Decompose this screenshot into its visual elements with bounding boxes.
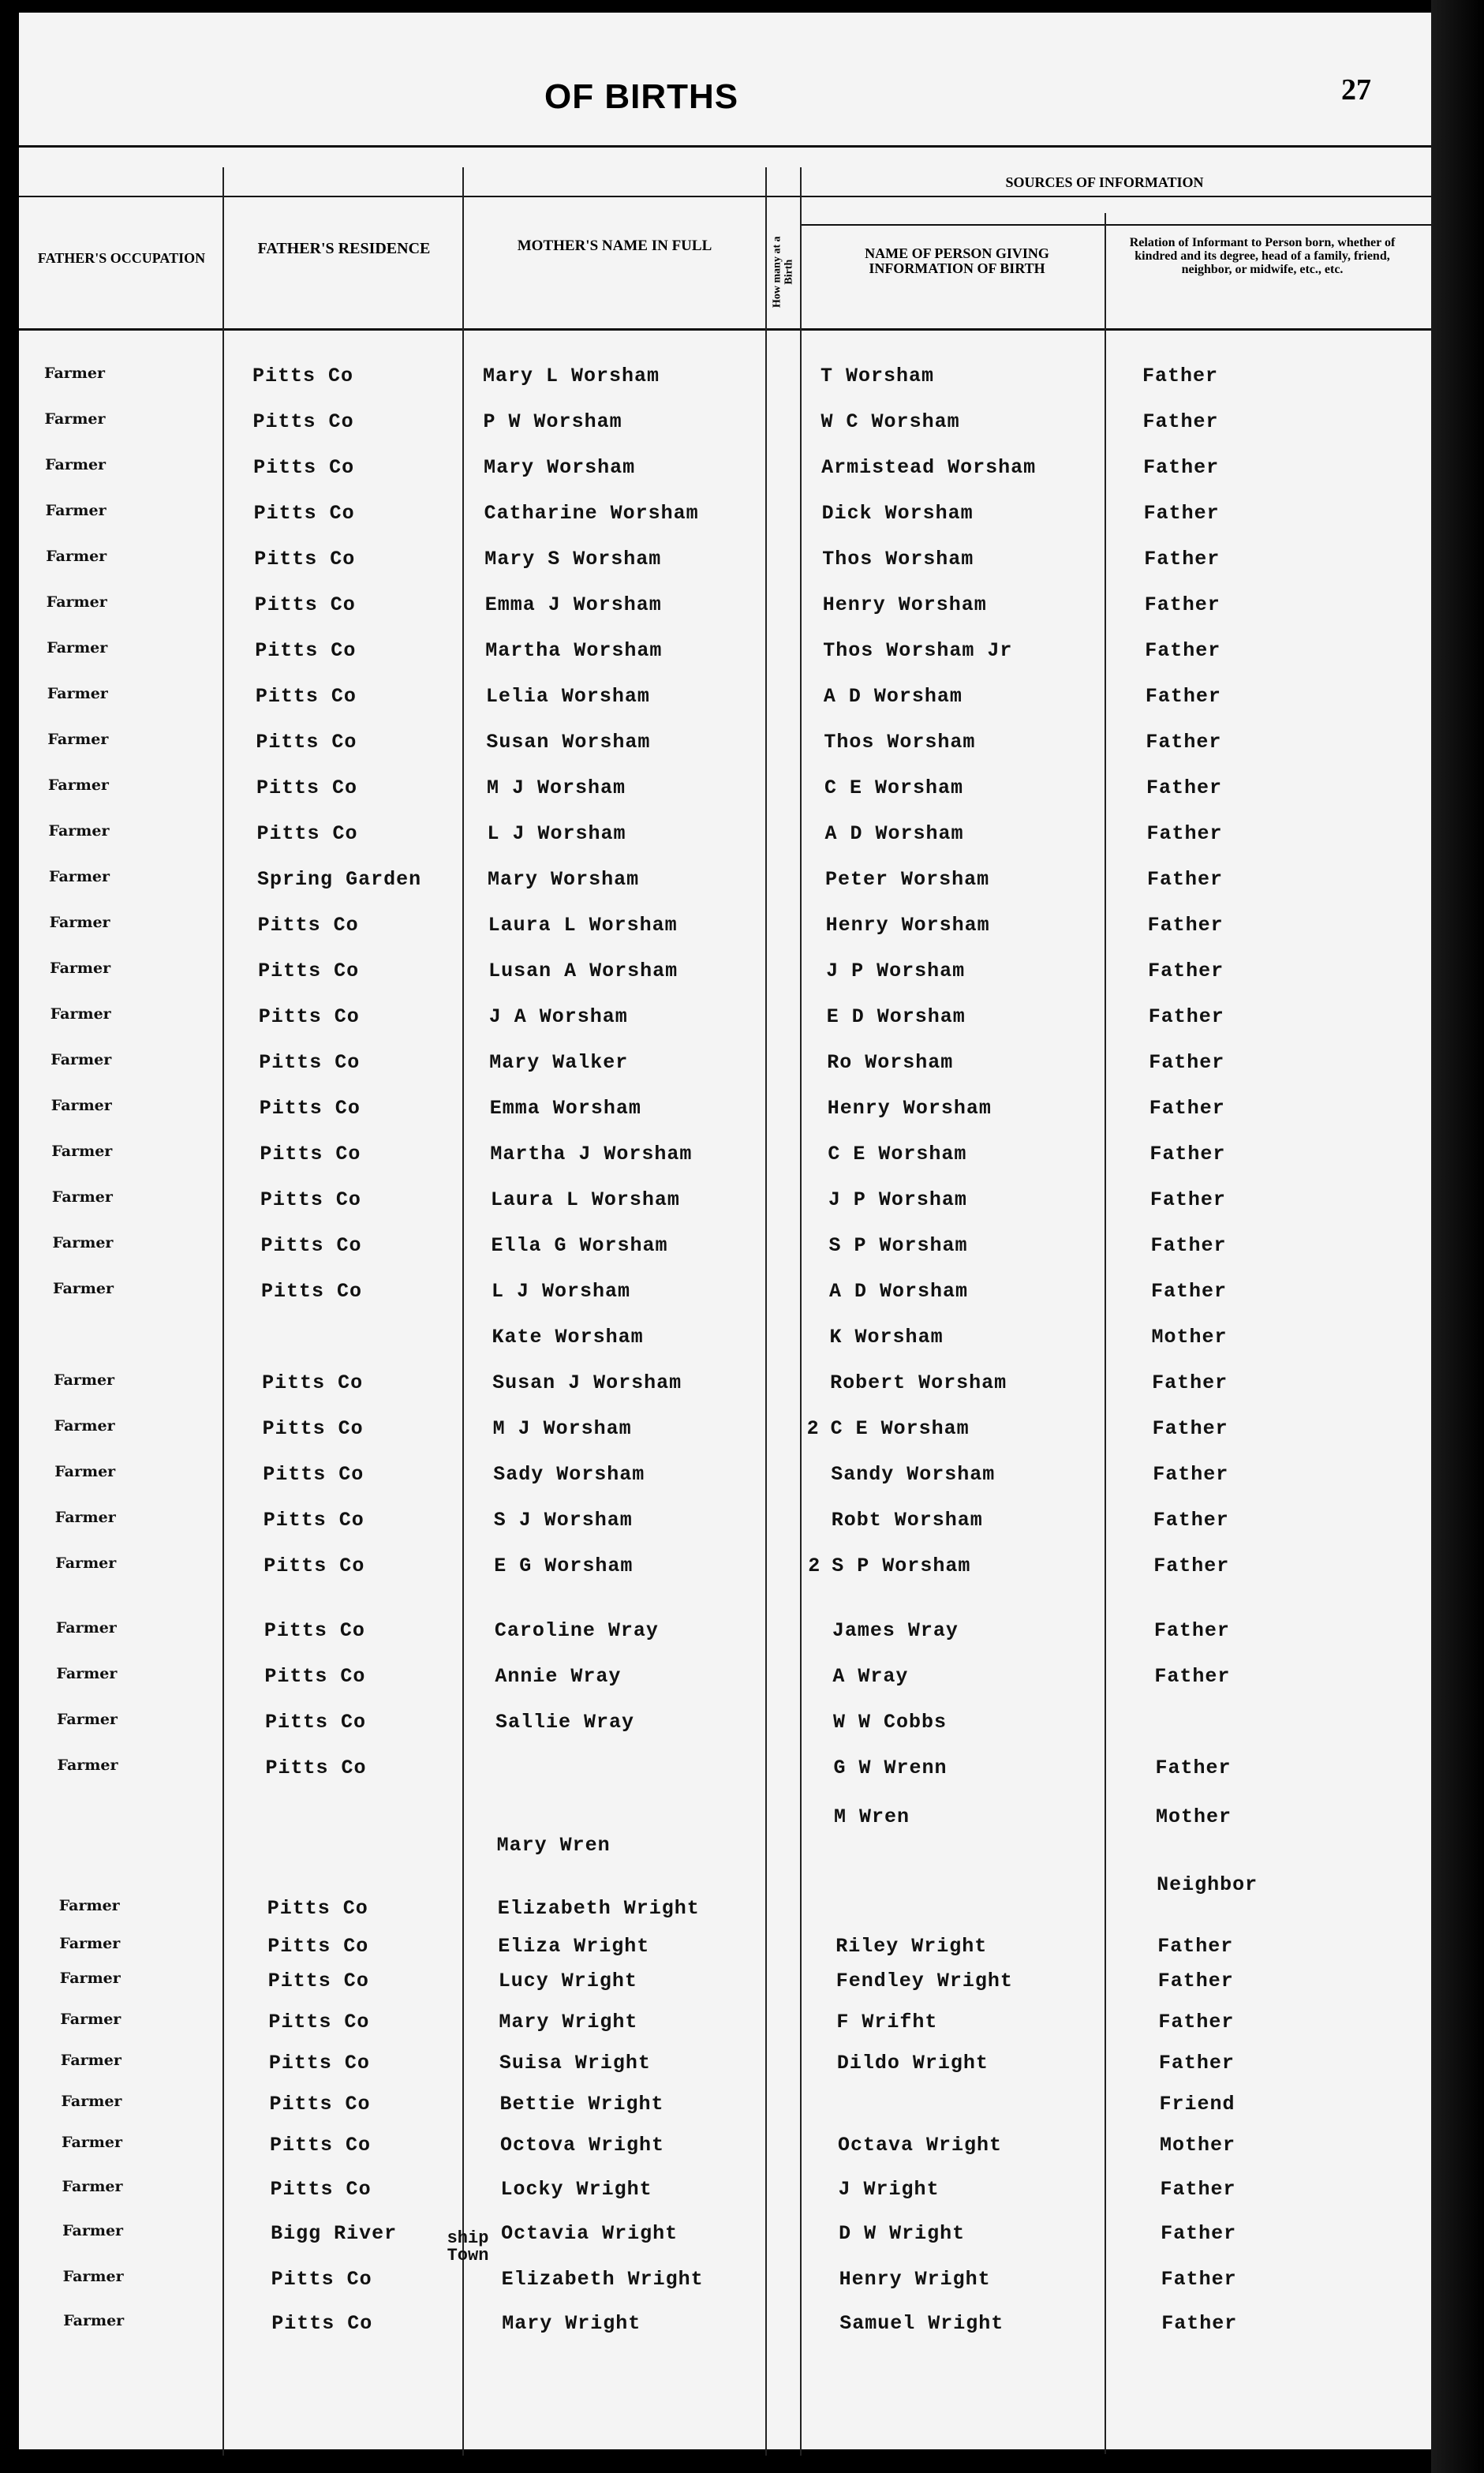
residence-cell: Pitts Co <box>252 365 354 387</box>
occupation-cell: Farmer <box>49 868 110 885</box>
informant-name-cell: Ro Worsham <box>827 1051 954 1074</box>
residence-cell: Pitts Co <box>253 502 355 525</box>
relation-cell: Father <box>1161 2222 1237 2245</box>
relation-cell: Father <box>1146 822 1223 845</box>
relation-cell: Father <box>1145 685 1221 708</box>
relation-cell: Father <box>1151 1280 1228 1303</box>
relation-cell: Father <box>1161 2312 1238 2335</box>
occupation-cell: Farmer <box>46 593 107 611</box>
informant-name-cell: C E Worsham <box>828 1143 967 1165</box>
mother-name-cell: Laura L Worsham <box>490 1188 680 1211</box>
residence-cell: Pitts Co <box>261 1280 363 1303</box>
mother-name-cell: S J Worsham <box>493 1509 633 1532</box>
occupation-cell: Farmer <box>50 1051 112 1068</box>
informant-name-cell: T Worsham <box>820 365 935 387</box>
header-informant: NAME OF PERSON GIVING INFORMATION OF BIRTH <box>865 245 1049 276</box>
col-divider-2 <box>462 167 464 2456</box>
page-title: OF BIRTHS <box>544 77 739 116</box>
relation-cell: Father <box>1143 456 1220 479</box>
mother-name-cell: E G Worsham <box>494 1555 634 1577</box>
informant-name-cell: A D Worsham <box>829 1280 969 1303</box>
informant-name-cell: G W Wrenn <box>833 1757 948 1779</box>
relation-cell: Father <box>1146 731 1222 754</box>
mother-name-cell: Sallie Wray <box>495 1711 634 1734</box>
mother-name-cell: Octavia Wright <box>501 2222 678 2245</box>
mother-name-cell: M J Worsham <box>492 1417 632 1440</box>
informant-name-cell: C E Worsham <box>824 776 963 799</box>
relation-cell: Father <box>1153 1509 1229 1532</box>
col-divider-5 <box>1105 213 1106 2454</box>
mother-name-cell: Elizabeth Wright <box>497 1897 700 1920</box>
occupation-cell: Farmer <box>50 960 111 977</box>
informant-name-cell: Dildo Wright <box>836 2052 989 2075</box>
col-divider-1 <box>222 167 224 2456</box>
relation-cell: Father <box>1157 1970 1234 1992</box>
occupation-cell: Farmer <box>45 456 107 473</box>
residence-cell: Pitts Co <box>256 731 357 754</box>
residence-cell: Pitts Co <box>263 1509 364 1532</box>
residence-cell: Pitts Co <box>270 2178 372 2201</box>
residence-cell: Pitts Co <box>258 1005 360 1028</box>
mother-name-cell: Eliza Wright <box>498 1935 650 1958</box>
residence-cell: Pitts Co <box>264 1711 366 1734</box>
occupation-cell: Farmer <box>54 1463 116 1480</box>
relation-cell: Father <box>1154 1665 1231 1688</box>
residence-cell: Pitts Co <box>253 456 355 479</box>
informant-name-cell: Thos Worsham <box>822 548 974 571</box>
mother-name-cell: Mary Wright <box>499 2011 638 2033</box>
residence-cell: Pitts Co <box>264 1665 366 1688</box>
residence-cell: Pitts Co <box>254 548 356 571</box>
informant-name-cell: M Wren <box>834 1805 910 1828</box>
mother-name-cell: Lusan A Worsham <box>488 960 678 982</box>
mother-name-cell: Bettie Wright <box>499 2093 664 2116</box>
residence-cell: Pitts Co <box>270 2134 372 2157</box>
residence-cell: Pitts Co <box>262 1371 364 1394</box>
residence-cell: Pitts Co <box>252 410 354 433</box>
occupation-cell: Farmer <box>62 2222 124 2239</box>
residence-cell: Pitts Co <box>254 593 356 616</box>
header-sources: SOURCES OF INFORMATION <box>1005 174 1204 190</box>
occupation-cell: Farmer <box>63 2312 125 2329</box>
mother-name-cell: Susan J Worsham <box>492 1371 682 1394</box>
mother-name-cell: L J Worsham <box>487 822 626 845</box>
occupation-cell: Farmer <box>44 365 105 382</box>
informant-name-cell: S P Worsham <box>828 1234 968 1257</box>
informant-name-cell: Peter Worsham <box>825 868 990 891</box>
relation-cell: Father <box>1153 1463 1229 1486</box>
mother-name-cell: Locky Wright <box>500 2178 652 2201</box>
informant-name-cell: Thos Worsham Jr <box>823 639 1013 662</box>
residence-cell: Pitts Co <box>265 1757 367 1779</box>
occupation-cell: Farmer <box>47 639 108 657</box>
residence-cell: Pitts Co <box>263 1463 364 1486</box>
relation-cell: Father <box>1157 1935 1234 1958</box>
occupation-cell: Farmer <box>44 410 106 428</box>
informant-name-cell: A Wray <box>832 1665 909 1688</box>
informant-name-cell: Henry Worsham <box>822 593 987 616</box>
occupation-cell: Farmer <box>45 502 107 519</box>
residence-cell: Pitts Co <box>267 1935 369 1958</box>
header-bottom-rule <box>19 328 1431 331</box>
occupation-cell: Farmer <box>54 1509 116 1526</box>
birth-count-cell: 2 <box>808 1555 821 1577</box>
residence-cell: Pitts Co <box>257 914 359 937</box>
relation-cell: Father <box>1143 502 1220 525</box>
occupation-cell: Farmer <box>62 2178 123 2195</box>
mother-name-cell: Mary Worsham <box>488 868 640 891</box>
occupation-cell: Farmer <box>60 2052 121 2069</box>
informant-name-cell: W C Worsham <box>820 410 960 433</box>
relation-cell: Friend <box>1159 2093 1235 2116</box>
occupation-cell: Farmer <box>55 1619 117 1637</box>
occupation-cell: Farmer <box>54 1417 115 1435</box>
occupation-cell: Farmer <box>52 1234 114 1251</box>
relation-cell: Mother <box>1156 1805 1232 1828</box>
relation-cell: Father <box>1142 365 1219 387</box>
mother-name-cell: Martha Worsham <box>485 639 663 662</box>
occupation-cell: Farmer <box>51 1143 113 1160</box>
residence-cell: Pitts Co <box>268 2052 370 2075</box>
mother-name-cell: Suisa Wright <box>499 2052 651 2075</box>
occupation-cell: Farmer <box>59 1970 121 1987</box>
relation-cell: Neighbor <box>1157 1873 1258 1896</box>
residence-side-note: ship Town <box>447 2228 489 2265</box>
relation-cell: Father <box>1149 1097 1225 1120</box>
informant-name-cell: E D Worsham <box>826 1005 966 1028</box>
occupation-cell: Farmer <box>61 2093 122 2110</box>
mother-name-cell: Kate Worsham <box>492 1326 644 1349</box>
mother-name-cell: L J Worsham <box>492 1280 631 1303</box>
informant-name-cell: C E Worsham <box>830 1417 970 1440</box>
informant-name-cell: Riley Wright <box>835 1935 988 1958</box>
residence-cell: Pitts Co <box>259 1097 361 1120</box>
informant-name-cell: Armistead Worsham <box>821 456 1037 479</box>
residence-cell: Pitts Co <box>258 960 360 982</box>
occupation-cell: Farmer <box>62 2268 124 2285</box>
informant-name-cell: A D Worsham <box>823 685 963 708</box>
residence-cell: Pitts Co <box>271 2268 372 2291</box>
mother-name-cell: Emma Worsham <box>489 1097 641 1120</box>
occupation-cell: Farmer <box>49 914 110 931</box>
col-divider-3 <box>765 167 767 2456</box>
occupation-cell: Farmer <box>47 776 109 794</box>
relation-cell: Father <box>1147 868 1224 891</box>
header-top-rule <box>19 145 1431 148</box>
informant-name-cell: Robt Worsham <box>831 1509 983 1532</box>
relation-cell: Father <box>1148 960 1224 982</box>
mother-name-cell: Mary S Worsham <box>484 548 662 571</box>
header-rule-2 <box>19 196 1431 197</box>
occupation-cell: Farmer <box>56 1711 118 1728</box>
mother-name-cell: Annie Wray <box>495 1665 622 1688</box>
informant-name-cell: D W Wright <box>839 2222 966 2245</box>
informant-name-cell: James Wray <box>832 1619 959 1642</box>
sources-rule <box>800 224 1431 226</box>
informant-name-cell: Dick Worsham <box>821 502 974 525</box>
residence-cell: Pitts Co <box>264 1555 365 1577</box>
residence-cell: Pitts Co <box>255 685 357 708</box>
page-number: 27 <box>1341 73 1371 107</box>
occupation-cell: Farmer <box>47 731 109 748</box>
relation-cell: Father <box>1150 1234 1227 1257</box>
mother-name-cell: Martha J Worsham <box>490 1143 693 1165</box>
birth-count-cell: 2 <box>806 1417 820 1440</box>
residence-cell: Bigg River <box>271 2222 398 2245</box>
mother-name-cell: J A Worsham <box>488 1005 628 1028</box>
header-occupation: FATHER'S OCCUPATION <box>37 250 206 266</box>
mother-name-cell: Octova Wright <box>500 2134 665 2157</box>
relation-cell: Mother <box>1160 2134 1236 2157</box>
informant-name-cell: J P Worsham <box>826 960 966 982</box>
occupation-cell: Farmer <box>46 548 107 565</box>
residence-cell: Spring Garden <box>257 868 422 891</box>
relation-cell: Father <box>1161 2268 1237 2291</box>
residence-cell: Pitts Co <box>267 1970 369 1992</box>
informant-name-cell: Fendley Wright <box>835 1970 1013 1992</box>
informant-name-cell: Samuel Wright <box>839 2312 1004 2335</box>
residence-cell: Pitts Co <box>264 1619 365 1642</box>
relation-cell: Father <box>1158 2052 1235 2075</box>
mother-name-cell: Ella G Worsham <box>491 1234 668 1257</box>
occupation-cell: Farmer <box>58 1897 120 1914</box>
occupation-cell: Farmer <box>59 1935 121 1952</box>
mother-name-cell: M J Worsham <box>486 776 626 799</box>
relation-cell: Father <box>1147 914 1224 937</box>
mother-name-cell: Mary L Worsham <box>483 365 660 387</box>
mother-name-cell: Laura L Worsham <box>488 914 678 937</box>
mother-name-cell: P W Worsham <box>483 410 622 433</box>
informant-name-cell: S P Worsham <box>832 1555 971 1577</box>
residence-cell: Pitts Co <box>268 2011 370 2033</box>
header-relation: Relation of Informant to Person born, whether of kindred and its degree, head of a family, friend, neighbor, or midwife, etc., etc. <box>1129 236 1396 276</box>
residence-cell: Pitts Co <box>256 822 358 845</box>
occupation-cell: Farmer <box>48 822 110 840</box>
occupation-cell: Farmer <box>47 685 108 702</box>
occupation-cell: Farmer <box>62 2134 122 2151</box>
occupation-cell: Farmer <box>57 1757 118 1774</box>
mother-name-cell: Caroline Wray <box>494 1619 659 1642</box>
residence-cell: Pitts Co <box>260 1143 361 1165</box>
mother-name-cell: Lucy Wright <box>498 1970 637 1992</box>
mother-name-cell: Catharine Worsham <box>484 502 699 525</box>
relation-cell: Father <box>1149 1051 1225 1074</box>
informant-name-cell: J Wright <box>838 2178 940 2201</box>
relation-cell: Mother <box>1151 1326 1228 1349</box>
informant-name-cell: J P Worsham <box>828 1188 967 1211</box>
relation-cell: Father <box>1158 2011 1235 2033</box>
residence-cell: Pitts Co <box>260 1234 362 1257</box>
informant-name-cell: Sandy Worsham <box>831 1463 996 1486</box>
header-mother: MOTHER'S NAME IN FULL <box>517 238 712 254</box>
informant-name-cell: Henry Worsham <box>825 914 990 937</box>
residence-cell: Pitts Co <box>256 776 357 799</box>
relation-cell: Father <box>1153 1555 1230 1577</box>
residence-cell: Pitts Co <box>255 639 357 662</box>
mother-name-cell: Mary Worsham <box>484 456 636 479</box>
residence-cell: Pitts Co <box>259 1051 361 1074</box>
informant-name-cell: Henry Worsham <box>827 1097 992 1120</box>
residence-cell: Pitts Co <box>260 1188 361 1211</box>
mother-name-cell: Elizabeth Wright <box>501 2268 704 2291</box>
relation-cell: Father <box>1149 1188 1226 1211</box>
mother-name-cell: Susan Worsham <box>486 731 651 754</box>
informant-name-cell: Octava Wright <box>838 2134 1003 2157</box>
informant-name-cell: F Wrifht <box>836 2011 938 2033</box>
informant-name-cell: Robert Worsham <box>830 1371 1007 1394</box>
header-residence: FATHER'S RESIDENCE <box>257 240 431 257</box>
residence-cell: Pitts Co <box>267 1897 368 1920</box>
occupation-cell: Farmer <box>50 1005 111 1023</box>
informant-name-cell: Thos Worsham <box>824 731 976 754</box>
informant-name-cell: K Worsham <box>829 1326 944 1349</box>
residence-cell: Pitts Co <box>262 1417 364 1440</box>
occupation-cell: Farmer <box>60 2011 121 2028</box>
residence-cell: Pitts Co <box>271 2312 373 2335</box>
relation-cell: Father <box>1160 2178 1236 2201</box>
book-binding <box>1431 0 1484 2473</box>
informant-name-cell: A D Worsham <box>824 822 964 845</box>
relation-cell: Father <box>1149 1143 1226 1165</box>
mother-name-cell: Sady Worsham <box>493 1463 645 1486</box>
residence-cell: Pitts Co <box>269 2093 371 2116</box>
relation-cell: Father <box>1152 1417 1228 1440</box>
occupation-cell: Farmer <box>56 1665 118 1682</box>
header-how-many: How many at a Birth <box>771 236 794 308</box>
occupation-cell: Farmer <box>51 1188 113 1206</box>
relation-cell: Father <box>1155 1757 1232 1779</box>
relation-cell: Father <box>1145 639 1221 662</box>
informant-name-cell: W W Cobbs <box>832 1711 947 1734</box>
mother-name-cell: Mary Walker <box>489 1051 629 1074</box>
ledger-sheet <box>19 13 1431 2449</box>
occupation-cell: Farmer <box>54 1371 115 1389</box>
occupation-cell: Farmer <box>55 1555 117 1572</box>
mother-name-cell: Lelia Worsham <box>485 685 650 708</box>
mother-name-cell: Emma J Worsham <box>484 593 662 616</box>
relation-cell: Father <box>1146 776 1222 799</box>
relation-cell: Father <box>1144 593 1220 616</box>
occupation-cell: Farmer <box>53 1280 114 1297</box>
relation-cell: Father <box>1148 1005 1224 1028</box>
col-divider-4 <box>800 167 802 2456</box>
relation-cell: Father <box>1144 548 1220 571</box>
relation-cell: Father <box>1142 410 1219 433</box>
mother-name-cell: Mary Wren <box>496 1834 611 1857</box>
relation-cell: Father <box>1152 1371 1228 1394</box>
mother-name-cell: Mary Wright <box>502 2312 641 2335</box>
relation-cell: Father <box>1153 1619 1230 1642</box>
occupation-cell: Farmer <box>50 1097 112 1114</box>
informant-name-cell: Henry Wright <box>839 2268 991 2291</box>
